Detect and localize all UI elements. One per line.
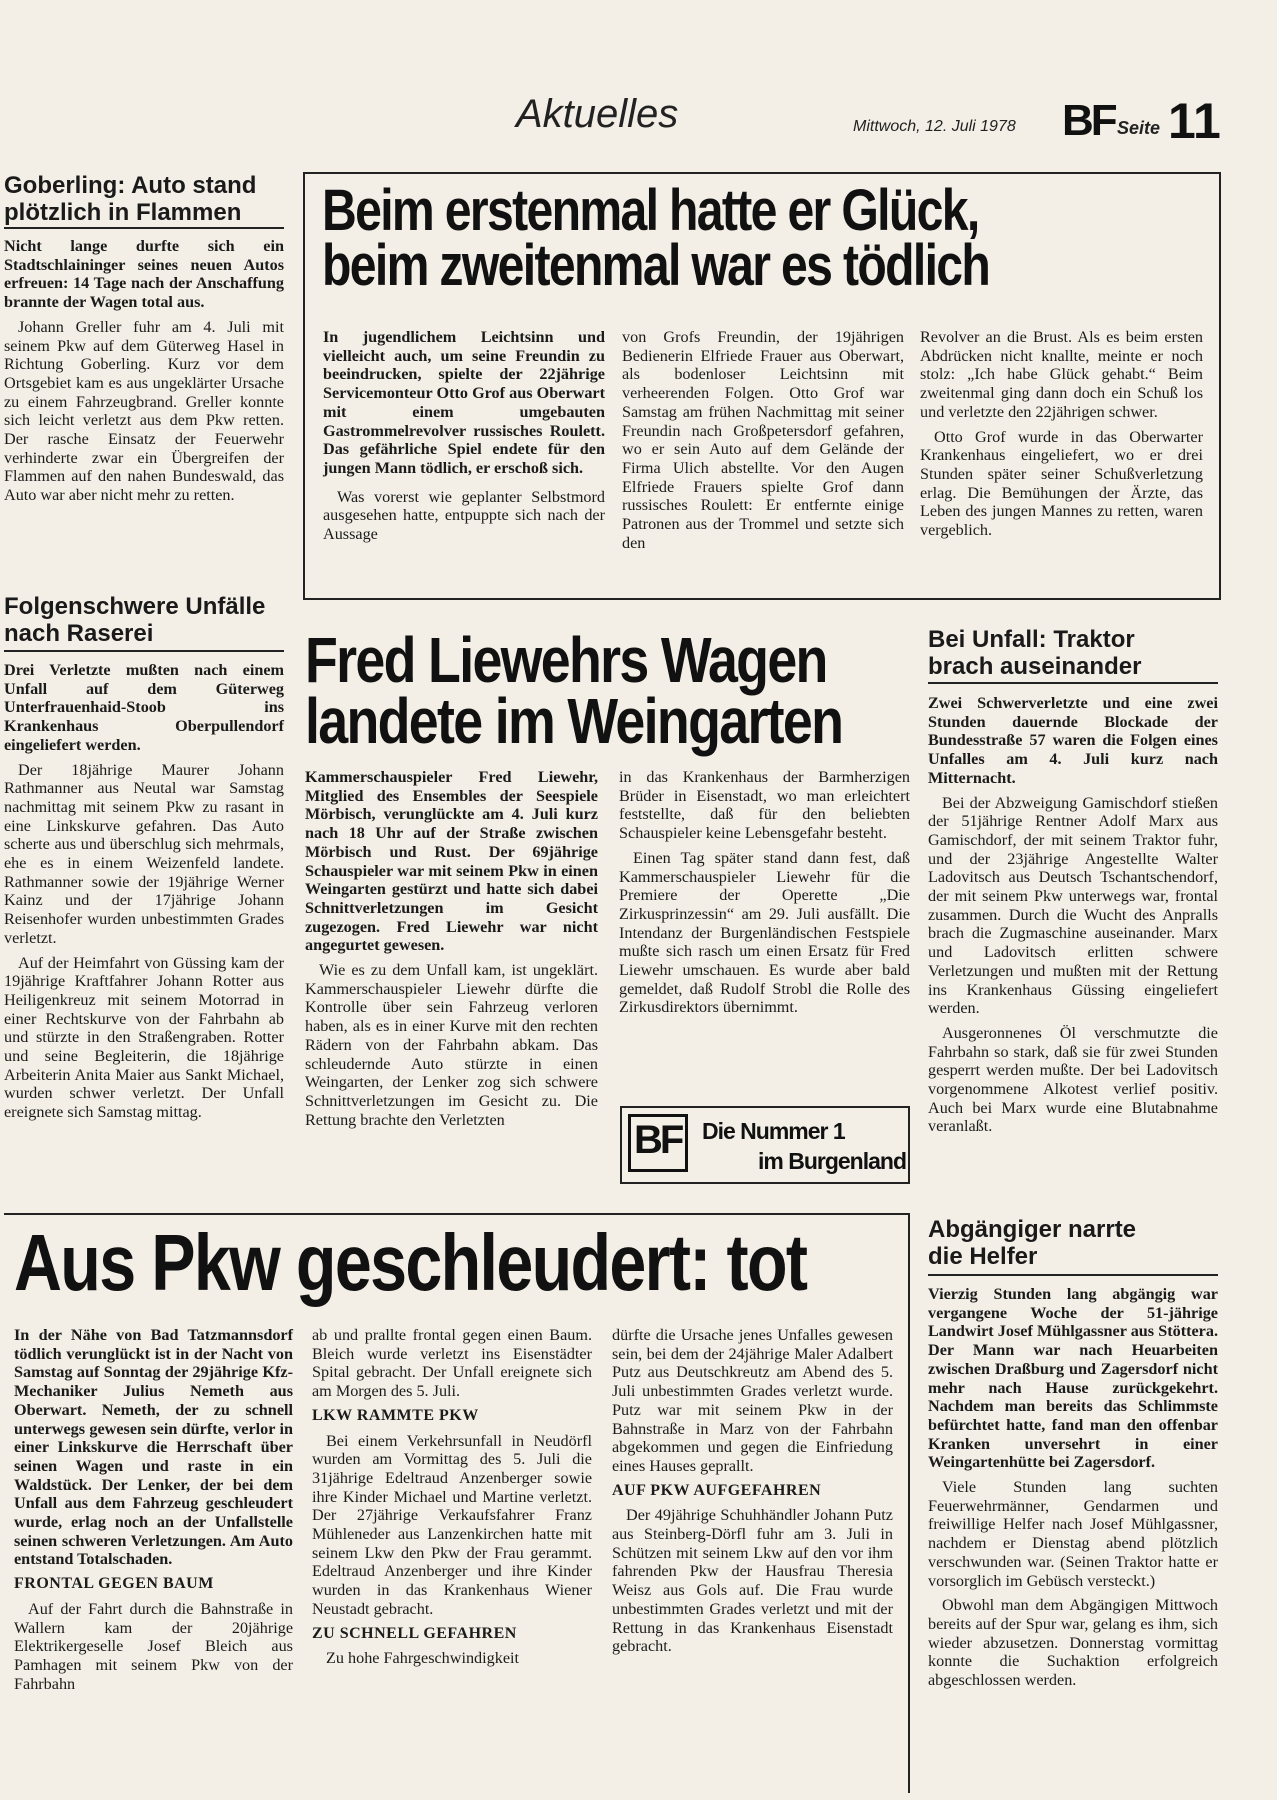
section-title: Aktuelles	[516, 92, 679, 136]
abgaengiger-headline-line-2: die Helfer	[928, 1243, 1038, 1270]
roulette-col-3	[920, 328, 1203, 546]
abgaengiger-lede: Vierzig Stunden lang abgängig war vergangene Woche der 51-jährige Landwirt Josef Mühlgassner aus Stöttera. Der Mann war nach Heuarbeiten zwischen Draßburg und Zagersdorf nicht mehr nach Hause zurückgekehrt. Nachdem man bereits das Schlimmste befürchtet hatte, fand man den offenbar Kranken unversehrt in einer Weingartenhütte bei Zagersdorf.	[928, 1285, 1218, 1472]
unfaelle-lede: Drei Verletzte mußten nach einem Unfall auf dem Güterweg Unterfrauenhaid-Stoob ins Krankenhaus Oberpullendorf eingeliefert werden.	[4, 661, 284, 754]
pkw-body-2: ab und prallte frontal gegen einen Baum. Bleich wurde verletzt ins Eisenstädter Spital gebracht. Der Unfall ereignete sich am Morgen des 5. Juli.	[312, 1326, 592, 1401]
goberling-lede: Nicht lange durfte sich ein Stadtschlaininger seines neuen Autos erfreuen: 14 Tage nach der Anschaffung brannte der Wagen total aus.	[4, 237, 284, 312]
pkw-subhead-2: LKW RAMMTE PKW	[312, 1406, 479, 1424]
bf-ad-line-1: Die Nummer 1	[702, 1118, 845, 1144]
traktor-rule	[928, 682, 1218, 684]
goberling-headline-line-1: Goberling: Auto stand	[4, 172, 257, 199]
unfaelle-headline	[4, 593, 284, 647]
unfaelle-rule	[4, 650, 284, 652]
traktor-lede: Zwei Schwerverletzte und eine zwei Stunden dauernde Blockade der Bundesstraße 57 waren die Folgen eines Unfalles am 4. Juli kurz nach Mitternacht.	[928, 694, 1218, 787]
pkw-col-1	[14, 1326, 293, 1699]
abgaengiger-rule	[928, 1274, 1218, 1276]
page-number: 11	[1168, 93, 1221, 149]
bf-ad-logo: BF	[634, 1118, 682, 1162]
pkw-body-4: Zu hohe Fahrgeschwindigkeit	[326, 1649, 520, 1668]
abgaengiger-body-2: Obwohl man dem Abgängigen Mittwoch bereits auf der Spur war, gelang es ihm, sich wieder abzusetzen. Donnerstag vormittag konnte die Suchaktion erfolgreich abgeschlossen werden.	[928, 1596, 1218, 1690]
liewehr-body-2: in das Krankenhaus der Barmherzigen Brüder in Eisenstadt, wo man erleichtert feststellte, daß für den beliebten Schauspieler keine Lebensgefahr besteht.	[619, 768, 910, 843]
unfaelle-headline-line-1: Folgenschwere Unfälle	[4, 593, 266, 620]
goberling-headline-line-2: plötzlich in Flammen	[4, 199, 242, 226]
roulette-body-1: Was vorerst wie geplanter Selbstmord ausgesehen hatte, entpuppte sich nach der Aussage	[323, 487, 605, 544]
goberling-headline	[4, 172, 284, 226]
unfaelle-body-2: Auf der Heimfahrt von Güssing kam der 19jährige Kraftfahrer Johann Rotter aus Heiligenkreuz mit seinem Motorrad in einer Rechtskurve von der Fahrbahn ab und stürzte in den Straßengraben. Rotter und seine Begleiterin, die 18jährige Arbeiterin Anita Maier aus Sankt Michael, wurden schwer verletzt. Der Unfall ereignete sich Samstag mittag.	[4, 953, 284, 1122]
traktor-article	[928, 694, 1218, 1142]
roulette-headline-line-2: beim zweitenmal war es tödlich	[322, 233, 990, 299]
liewehr-col-1	[305, 768, 598, 1135]
roulette-lede: In jugendlichem Leichtsinn und vielleicht auch, um seine Freundin zu beeindrucken, spielte der 22jährige Servicemonteur Otto Grof aus Oberwart mit einem umgebauten Gastrommelrevolver russisches Roulett. Das gefährliche Spiel endete für den jungen Mann tödlich, er erschoß sich.	[323, 328, 605, 477]
issue-date: Mittwoch, 12. Juli 1978	[853, 118, 1016, 135]
unfaelle-headline-line-2: nach Raserei	[4, 620, 154, 647]
pkw-subhead-4: AUF PKW AUFGEFAHREN	[612, 1481, 822, 1499]
traktor-headline-line-2: brach auseinander	[928, 653, 1142, 680]
pkw-subhead-1: FRONTAL GEGEN BAUM	[14, 1575, 214, 1593]
traktor-headline	[928, 626, 1218, 680]
bf-ad-line-2: im Burgenland	[758, 1148, 907, 1174]
liewehr-body-1: Wie es zu dem Unfall kam, ist ungeklärt. Kammerschauspieler Liewehr dürfte die Kontrolle über sein Fahrzeug verloren haben, als es in einer Kurve mit den rechten Rädern von der Fahrbahn abkam. Das schleudernde Auto stürzte in einen Weingarten, der Lenker zog sich schwere Schnittverletzungen im Gesicht zu. Die Rettung brachte den Verletzten	[305, 961, 598, 1129]
pkw-col-2	[312, 1326, 592, 1674]
pkw-lede: In der Nähe von Bad Tatzmannsdorf tödlich verunglückt ist in der Nacht von Samstag auf Sonntag der 29jährige Kfz-Mechaniker Julius Nemeth aus Oberwart. Nemeth, der zu schnell unterwegs gewesen sein dürfte, verlor in einer Linkskurve die Herrschaft über seinen Wagen und raste in ein Waldstück. Der Lenker, der bei dem Unfall aus dem Fahrzeug geschleudert wurde, erlag noch an der Unfallstelle seinen schweren Verletzungen. Am Auto entstand Totalschaden.	[14, 1326, 293, 1569]
liewehr-headline-line-1: Fred Liewehrs Wagen	[305, 624, 827, 696]
abgaengiger-headline-line-1: Abgängiger narrte	[928, 1216, 1137, 1243]
traktor-body-1: Bei der Abzweigung Gamischdorf stießen der 51jährige Rentner Adolf Marx aus Gamischdorf, der mit seinem Traktor fuhr, und der 23jährige Angestellte Walter Ladovitsch aus Deutsch Tschantschendorf, der mit seinem Pkw unterwegs war, frontal zusammen. Durch die Wucht des Anpralls brach die Zugmaschine auseinander. Marx und Ladovitsch erlitten schwere Verletzungen und mußten mit der Rettung ins Krankenhaus Güssing eingeliefert werden.	[928, 793, 1218, 1018]
unfaelle-article	[4, 661, 284, 1128]
unfaelle-body-1: Der 18jährige Maurer Johann Rathmanner aus Neutal war Samstag nachmittag mit seinem Pkw zu rasant in eine Linkskurve gefahren. Das Auto scherte aus und überschlug sich mehrmals, ehe es in einem Weizenfeld landete. Rathmanner sowie der 19jährige Werner Kainz und der 17jährige Johann Reisenhofer wurden unbestimmten Grades verletzt.	[4, 760, 284, 947]
liewehr-headline-line-2: landete im Weingarten	[305, 684, 843, 757]
abgaengiger-article	[928, 1285, 1218, 1696]
pkw-headline: Aus Pkw geschleudert: tot	[14, 1218, 807, 1307]
roulette-headline	[322, 178, 1102, 299]
roulette-body-2: von Grofs Freundin, der 19jährigen Bedienerin Elfriede Frauer aus Oberwart, als bodenloser Leichtsinn mit verheerenden Folgen. Otto Grof war Samstag am frühen Nachmittag mit seiner Freundin nach Großpetersdorf gefahren, wo er sein Auto auf dem Gelände der Firma Ulich abstellte. Vor den Augen Elfriede Frauers spielte Grof dann russisches Roulett: Er entfernte einige Patronen aus der Trommel und setzte sich den	[622, 328, 904, 552]
pkw-body-5: dürfte die Ursache jenes Unfalles gewesen sein, bei dem der 24jährige Maler Adalbert Putz aus Deutschkreutz am Abend des 5. Juli unbestimmten Grades verletzt wurde. Putz war mit seinem Pkw in der Bahnstraße in Marz von der Fahrbahn abgekommen und gegen die Einfriedung eines Hauses geprallt.	[612, 1326, 893, 1475]
roulette-body-3: Revolver an die Brust. Als es beim ersten Abdrücken nicht knallte, meinte er noch stolz: „Ich habe Glück gehabt.“ Beim zweitenmal ging dann doch ein Schuß los und verletzte den 22jährigen schwer.	[920, 328, 1203, 421]
roulette-col-2	[622, 328, 904, 558]
roulette-headline-line-1: Beim erstenmal hatte er Glück,	[322, 178, 979, 243]
pkw-body-3: Bei einem Verkehrsunfall in Neudörfl wurden am Vormittag des 5. Juli die 31jährige Edeltraud Anzenberger sowie ihre Kinder Michael und Martine verletzt. Der 27jährige Verkaufsfahrer Franz Mühleneder aus Lanzenkirchen hatte mit seinem Lkw den Pkw der Frau gerammt. Edeltraud Anzenberger und ihre Kinder wurden in das Krankenhaus Wiener Neustadt gebracht.	[312, 1431, 592, 1618]
goberling-rule	[4, 227, 284, 229]
pkw-col-3	[612, 1326, 893, 1662]
abgaengiger-body-1: Viele Stunden lang suchten Feuerwehrmänner, Gendarmen und freiwillige Helfer nach Josef Mühlgassner, nachdem er Dienstag abend plötzlich verschwunden war. (Seinen Traktor hatte er vorsorglich im Gebüsch versteckt.)	[928, 1478, 1218, 1590]
goberling-body: Johann Greller fuhr am 4. Juli mit seinem Pkw auf dem Güterweg Hasel in Richtung Goberling. Kurz vor dem Ortsgebiet kam es aus ungeklärter Ursache zu einem Fahrzeugbrand. Greller konnte sich leicht verletzt aus dem Pkw retten. Der rasche Einsatz der Feuerwehr verhinderte zwar ein Übergreifen der Flammen auf den nahen Bundeswald, das Auto war aber nicht mehr zu retten.	[4, 317, 284, 505]
traktor-headline-line-1: Bei Unfall: Traktor	[928, 626, 1135, 653]
traktor-body-2: Ausgeronnenes Öl verschmutzte die Fahrbahn so stark, daß sie für zwei Stunden gesperrt werden mußte. Der bei Ladovitsch vorgenommene Alkotest verlief positiv. Auch bei Marx wurde eine Blutabnahme veranlaßt.	[928, 1023, 1218, 1136]
pkw-subhead-3: ZU SCHNELL GEFAHREN	[312, 1624, 517, 1642]
liewehr-lede: Kammerschauspieler Fred Liewehr, Mitglied des Ensembles der Seespiele Mörbisch, verunglückte am 4. Juli kurz nach 18 Uhr auf der Straße zwischen Mörbisch und Rust. Der 69jährige Schauspieler war mit seinem Pkw in einen Weingarten gestürzt und hatte sich dabei Schnittverletzungen im Gesicht zugezogen. Fred Liewehr war nicht angegurtet gewesen.	[305, 768, 598, 955]
masthead-logo: BF	[1062, 96, 1115, 145]
roulette-col-1	[323, 328, 605, 550]
abgaengiger-headline	[928, 1216, 1218, 1270]
liewehr-body-3: Einen Tag später stand dann fest, daß Kammerschauspieler Liewehr für die Premiere der Operette „Die Zirkusprinzessin“ am 29. Juli ausfällt. Die Intendanz der Burgenländischen Festspiele mußte sich rasch um einen Ersatz für Fred Liewehr umschauen. Es wurde aber bald gemeldet, daß Rudolf Strobl die Rolle des Zirkusdirektors übernimmt.	[619, 848, 910, 1017]
roulette-body-4: Otto Grof wurde in das Oberwarter Krankenhaus eingeliefert, wo er drei Stunden später seiner Schußverletzung erlag. Die Bemühungen der Ärzte, das Leben des jungen Mannes zu retten, waren vergeblich.	[920, 427, 1203, 540]
pkw-body-6: Der 49jährige Schuhhändler Johann Putz aus Steinberg-Dörfl fuhr am 3. Juli in Schützen mit seinem Lkw auf den vor ihm fahrenden Pkw der Hausfrau Theresia Weisz aus Gols auf. Die Frau wurde unbestimmten Grades verletzt und mit der Rettung in das Krankenhaus Eisenstadt gebracht.	[612, 1506, 893, 1656]
liewehr-headline	[305, 624, 876, 757]
pkw-body-1: Auf der Fahrt durch die Bahnstraße in Wallern kam der 20jährige Elektrikergeselle Josef Bleich aus Pamhagen mit seinem Pkw von der Fahrbahn	[14, 1599, 293, 1693]
page-word: Seite	[1117, 118, 1161, 138]
goberling-article	[4, 237, 284, 511]
liewehr-col-2	[619, 768, 910, 1023]
bf-ad	[620, 1106, 910, 1184]
